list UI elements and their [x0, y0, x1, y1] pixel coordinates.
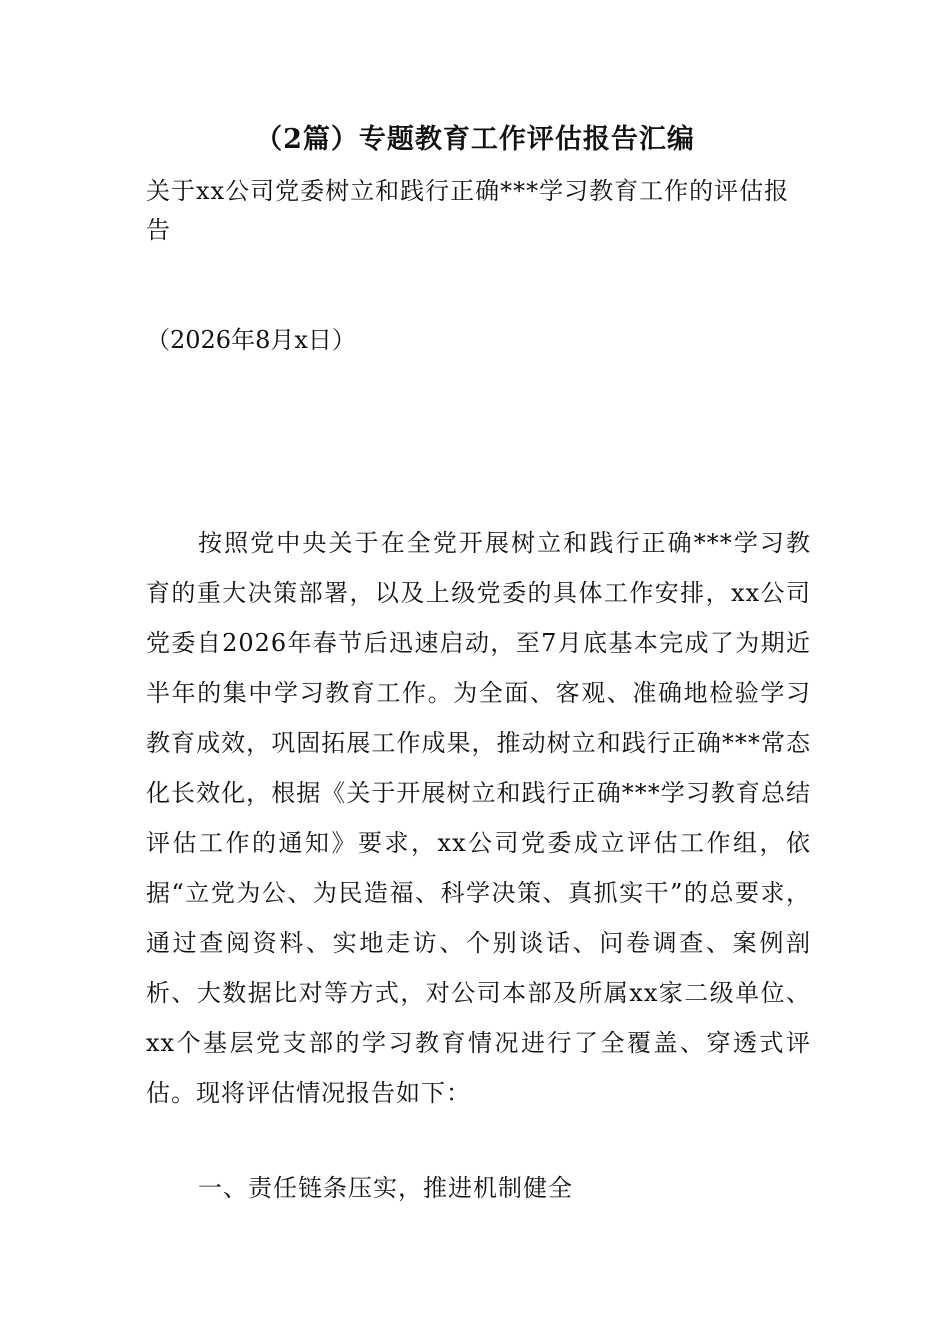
document-title: （2篇）专题教育工作评估报告汇编 — [255, 124, 695, 155]
report-date: （2026年8月x日） — [146, 326, 356, 354]
body-paragraph: 按照党中央关于在全党开展树立和践行正确***学习教育的重大决策部署，以及上级党委的具体工作安排，xx公司党委自2026年春节后迅速启动，至7月底基本完成了为期近半年的集中学习教育工作。为全面、客观、准确地检验学习教育成效，巩固拓展工作成果，推动树立和践行正确***常态化长效化，根据《关于开展树立和践行正确***学习教育总结评估工作的通知》要求，xx公司党委成立评估工作组，依据“立党为公、为民造福、科学决策、真抓实干”的总要求，通过查阅资料、实地走访、个别谈话、问卷调查、案例剖析、大数据比对等方式，对公司本部及所属xx家二级单位、xx个基层党支部的学习教育情况进行了全覆盖、穿透式评估。现将评估情况报告如下： — [146, 529, 811, 1107]
section-heading: 一、责任链条压实，推进机制健全 — [198, 1174, 573, 1202]
report-subtitle: 关于xx公司党委树立和践行正确***学习教育工作的评估报告 — [146, 177, 790, 244]
